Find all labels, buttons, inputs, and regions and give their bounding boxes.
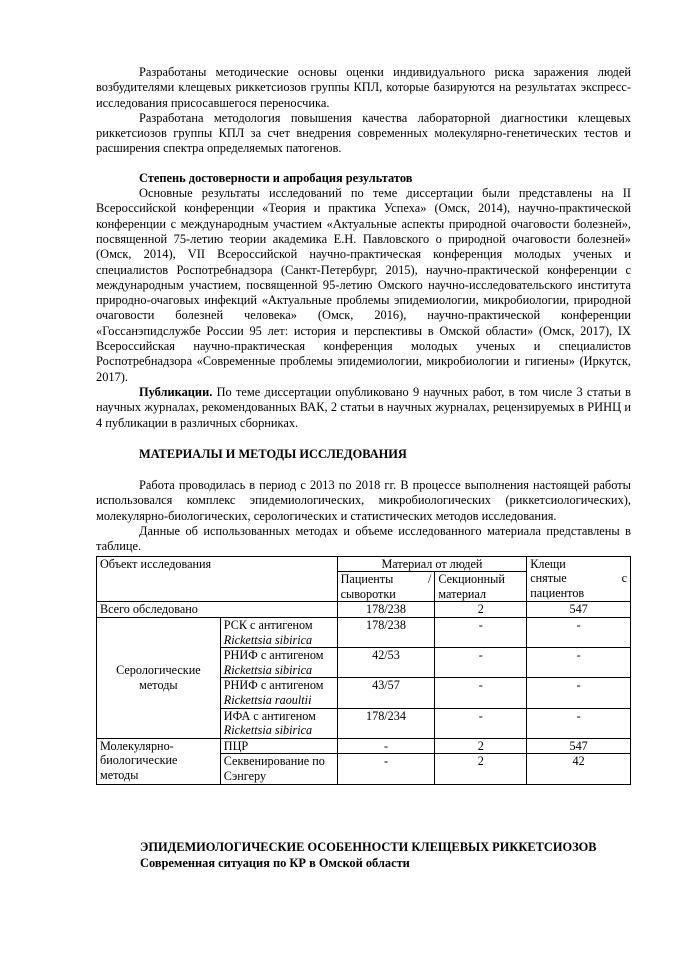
table-row (97, 617, 631, 647)
header-ticks-line1: Клещи (530, 556, 566, 571)
total-section: 2 (435, 602, 527, 618)
patients-value: - (337, 754, 435, 784)
header-section-line1: Секционный (438, 572, 505, 587)
paragraph-table-intro: Данные об использованных методах и объеме исследованного материала представлены в таблице. (96, 524, 631, 554)
antigen-name: Rickettsia sibirica (223, 632, 313, 647)
header-patients-slash: / (427, 572, 432, 587)
patients-value: 42/53 (337, 648, 435, 678)
ticks-value: 42 (527, 754, 631, 784)
header-patients-word: Пациенты (340, 572, 394, 587)
ticks-value: - (527, 617, 631, 647)
serological-group-label: Серологические методы (97, 617, 221, 738)
header-patients (337, 572, 435, 602)
total-label: Всего обследовано (97, 602, 338, 618)
publications-label: Публикации. (139, 384, 213, 399)
method-cell (220, 648, 337, 678)
method-name: ИФА с антигеном (223, 708, 316, 723)
section-value: - (435, 648, 527, 678)
header-patients-line1 (341, 572, 432, 587)
patients-value: 178/234 (337, 708, 435, 738)
section-value: 2 (435, 754, 527, 784)
header-patients-line2: сыворотки (340, 586, 396, 601)
paragraph-work-period: Работа проводилась в период с 2013 по 2018 гг. В процессе выполнения настоящей работы использовался комплекс эпидемиологических, микробиологических (риккетсиологических), молекулярно-биологических, серологических и статистических методов исследования. (96, 478, 631, 523)
total-patients: 178/238 (337, 602, 435, 618)
header-object: Объект исследования (97, 556, 338, 602)
heading-current-situation: Современная ситуация по КР в Омской области (140, 856, 410, 870)
method-cell (220, 708, 337, 738)
header-ticks-word-removed: снятые (530, 571, 567, 586)
header-ticks-line3: пациентов (530, 585, 585, 600)
heading-reliability: Степень достоверности и апробация результатов (139, 170, 413, 185)
header-section (435, 572, 527, 602)
paragraph-risk-assessment: Разработаны методические основы оценки индивидуального риска заражения людей возбудителями клещевых риккетсиозов группы КПЛ, которые базируются на результатах экспресс-исследования присосавшегося переносчика. (96, 65, 631, 110)
method-name: Секвенирование по Сэнгеру (220, 754, 337, 784)
method-cell (220, 617, 337, 647)
paragraph-conferences: Основные результаты исследований по теме диссертации были представлены на II Всероссийской конференции «Теория и практика Успеха» (Омск, 2014), научно-практической конференции с международным участием «Актуальные аспекты природной очаговости болезней», посвященной 75-летию теории академика Е.Н. Павловского о природной очаговости болезней» (Омск, 2014), VII Всероссийской научно-практическая конференция молодых ученых и специалистов Роспотребнадзора (Санкт-Петербург, 2015), научно-практической конференции с международным участием, посвященной 95-летию Омского научно-исследовательского института природно-очаговых инфекций «Актуальные проблемы эпидемиологии, микробиологии, природной очаговости болезней человека» (Омск, 2016), научно-практической конференции «Госсанэпидслужбе России 95 лет: история и перспективы в Омской области» (Омск, 2017), IX Всероссийская научно-практическая конференция молодых ученых и специалистов Роспотребнадзора «Современные проблемы эпидемиологии, микробиологии и гигиены» (Иркутск, 2017). (96, 186, 631, 384)
section-value: 2 (435, 738, 527, 754)
patients-value: 178/238 (337, 617, 435, 647)
header-material-people: Материал от людей (337, 556, 527, 572)
paragraph-methodology: Разработана методология повышения качества лабораторной диагностики клещевых риккетсиозов группы КПЛ за счет внедрения современных молекулярно-генетических тестов и расширения спектра определяемых патогенов. (96, 110, 631, 156)
method-name-line (224, 618, 334, 633)
methods-table (96, 556, 631, 785)
publications-text: По теме диссертации опубликовано 9 научных работ, в том числе 3 статьи в научных журналах, рекомендованных ВАК, 2 статьи в научных журналах, рецензируемых в РИНЦ и 4 публикации в различных сборниках. (96, 384, 631, 430)
header-ticks-word-from: с (621, 571, 627, 586)
antigen-name: Rickettsia sibirica (223, 662, 313, 677)
method-name: РНИФ с антигеном (223, 678, 324, 693)
molecular-group-label: Молекулярно-биологические методы (97, 738, 221, 784)
table-header-row (97, 556, 631, 572)
patients-value: - (337, 738, 435, 754)
section-value: - (435, 617, 527, 647)
header-ticks-line2 (530, 571, 627, 586)
method-cell (220, 678, 337, 708)
ticks-value: 547 (527, 738, 631, 754)
table-row (97, 738, 631, 754)
method-name: РСК с антигеном (223, 617, 313, 632)
heading-materials-methods: МАТЕРИАЛЫ И МЕТОДЫ ИССЛЕДОВАНИЯ (139, 446, 407, 461)
ticks-value: - (527, 708, 631, 738)
ticks-value: - (527, 678, 631, 708)
antigen-name: Rickettsia raoultii (223, 692, 312, 707)
document-body (96, 65, 631, 785)
method-name: РНИФ с антигеном (223, 648, 324, 663)
method-name: ПЦР (220, 738, 337, 754)
table-row-total (97, 602, 631, 618)
header-ticks (527, 556, 631, 602)
ticks-value: - (527, 648, 631, 678)
header-section-line2: материал (438, 586, 487, 601)
total-ticks: 547 (527, 602, 631, 618)
paragraph-publications (96, 385, 631, 431)
patients-value: 43/57 (337, 678, 435, 708)
heading-epidemiology: ЭПИДЕМИОЛОГИЧЕСКИЕ ОСОБЕННОСТИ КЛЕЩЕВЫХ РИККЕТСИОЗОВ (140, 840, 597, 854)
section-value: - (435, 708, 527, 738)
antigen-name: Rickettsia sibirica (223, 723, 313, 738)
section-value: - (435, 678, 527, 708)
